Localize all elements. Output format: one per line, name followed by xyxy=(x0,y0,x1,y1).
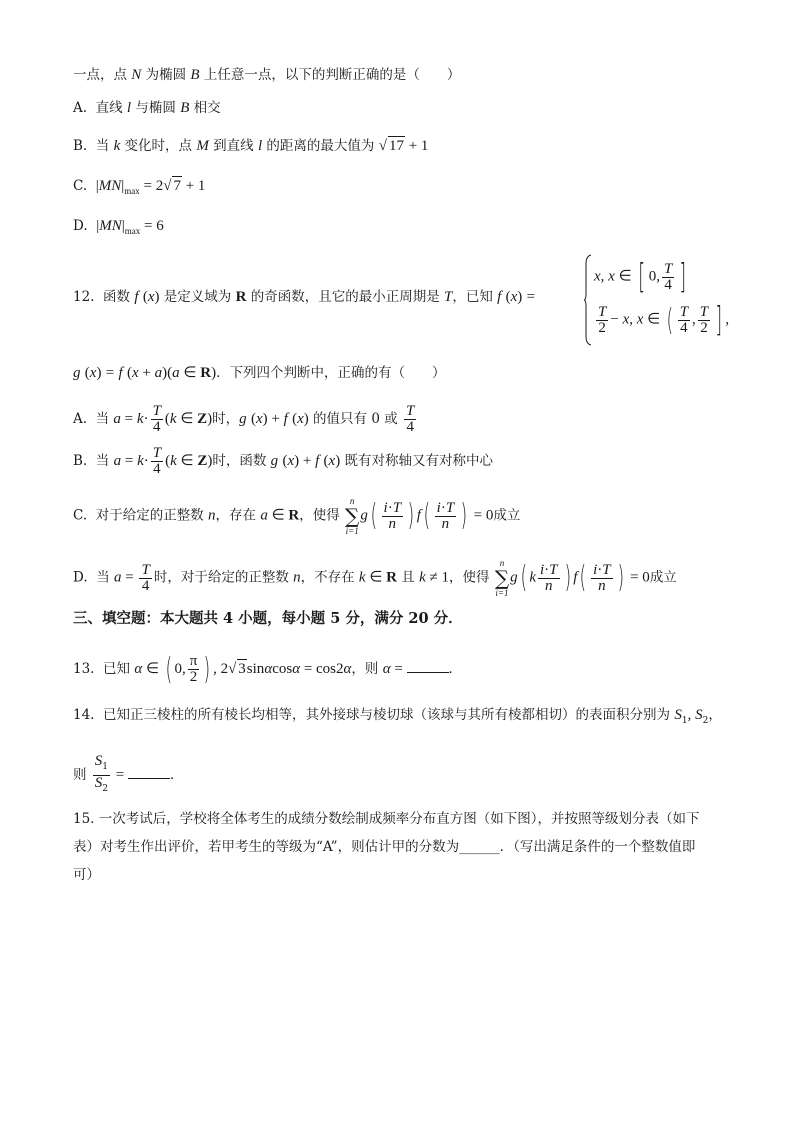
q15-line-2: 表）对考生作出评价，若甲考生的等级为“A”，则估计甲的分数为______．（写出满足条件的一个整数值即 xyxy=(73,839,696,855)
q15-line-1: 15. 一次考试后，学校将全体考生的成绩分数绘制成频率分布直方图（如下图），并按照等级划分表（如下 xyxy=(73,811,700,827)
q12-option-c: C. 对于给定的正整数 n，存在 a ∈ R，使得 n ∑ i=1 g( $\frac{i\cdot T}{n}$ ) f( $\frac{i\cdot T}{n}$ ) = 0成立 xyxy=(73,496,521,536)
q12-option-d: D. 当 a = $\frac{T}{4}$ 时，对于给定的正整数 n，不存在 k ∈ R 且 k ≠ 1，使得 n ∑ i=1 g( k $\frac{i\cdot T}{n}$ ) f( $\frac{i\cdot T}{n}$ ) = 0成立 xyxy=(73,558,677,598)
q12-option-a: A. 当 a = k· $\frac{T}{4}$ (k ∈ Z)时，g (x) + f (x) 的值只有 0 或 $\frac{T}{4}$ xyxy=(73,403,415,435)
q14-line-2: 则 $\frac{S_1}{S_2}$ = ． xyxy=(73,753,184,794)
section-heading: 三、填空题：本大题共 4 小题，每小题 5 分，满分 20 分． xyxy=(73,610,463,627)
q11-stem: 一点，点 N 为椭圆 B 上任意一点，以下的判断正确的是（ ） xyxy=(73,67,461,83)
piecewise-brace xyxy=(584,254,592,346)
piecewise-case-1: x, x ∈ [ 0, $\frac{T}{4}$ ] xyxy=(594,257,687,297)
q11-option-a: A. 直线 l 与椭圆 B 相交 xyxy=(73,100,221,116)
q12-option-b: B. 当 a = k· $\frac{T}{4}$ (k ∈ Z)时，函数 g (x) + f (x) 既有对称轴又有对称中心 xyxy=(73,445,494,477)
piecewise-case-2: $\frac{T}{2}$ − x, x ∈ ( $\frac{T}{4}$ , $\frac{T}{2}$ ] , xyxy=(598,300,730,340)
q11-option-d: D. $|MN|_{max} = 6$ xyxy=(73,218,164,236)
q14-answer-blank[interactable] xyxy=(128,764,170,779)
q14-line-1: 14. 已知正三棱柱的所有棱长均相等，其外接球与棱切球（该球与其所有棱都相切）的表面积分别为 $S_1$, $S_2$， xyxy=(73,707,722,726)
q13-answer-blank[interactable] xyxy=(407,658,449,673)
q13: 13. 已知 α ∈ ( 0, $\frac{\pi}{2}$ ) , 2√ 3sinαcosα = cos2α，则 α = ． xyxy=(73,651,463,687)
q11-option-c: C. $|MN|_{max} = 2√$ 7 + 1 xyxy=(73,178,206,196)
q11-option-b: B. 当 k 变化时，点 M 到直线 l 的距离的最大值为 √ 17 + 1 xyxy=(73,138,429,154)
q15-line-3: 可） xyxy=(73,867,100,883)
q12-g-definition: g (x) = f (x + a)(a ∈ R)．下列四个判断中，正确的有（ ） xyxy=(73,365,446,381)
q12-stem: 12. 函数 f (x) 是定义域为 R 的奇函数，且它的最小正周期是 T，已知 f (x) = xyxy=(73,289,536,305)
